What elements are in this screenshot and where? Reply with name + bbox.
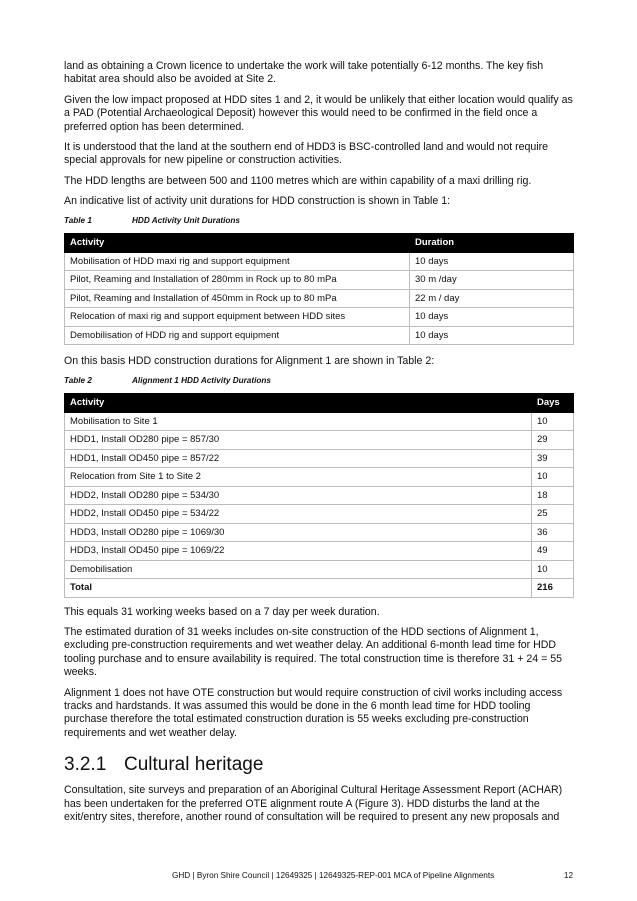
- activity-cell: Relocation from Site 1 to Site 2: [65, 468, 532, 487]
- table2-title: Alignment 1 HDD Activity Durations: [132, 375, 271, 385]
- results-paragraphs: [64, 606, 574, 741]
- table2-header-days: Days: [532, 393, 574, 412]
- value-cell: 10 days: [410, 252, 574, 271]
- table1-header-duration: Duration: [410, 233, 574, 252]
- footer-text: GHD | Byron Shire Council | 12649325 | 12649325-REP-001 MCA of Pipeline Alignments: [172, 871, 495, 880]
- table2-header-row: [65, 393, 574, 412]
- value-cell: 49: [532, 542, 574, 561]
- table-row: [65, 542, 574, 561]
- paragraph: Consultation, site surveys and preparation of an Aboriginal Cultural Heritage Assessment Report (ACHAR) has been undertaken for the preferred OTE alignment route A (Figure 3). HDD disturbs the land at the exit/entry sites, therefore, another round of consultation will be required to present any new proposals and: [64, 784, 563, 824]
- table2-intro-paragraph: On this basis HDD construction durations for Alignment 1 are shown in Table 2:: [64, 355, 435, 368]
- table1-title: HDD Activity Unit Durations: [132, 215, 240, 225]
- page-content: [64, 60, 574, 831]
- table-row: [65, 560, 574, 579]
- table2-number: Table 2: [64, 375, 92, 385]
- table2-caption: [64, 376, 574, 385]
- value-cell: 39: [532, 449, 574, 468]
- paragraph: It is understood that the land at the southern end of HDD3 is BSC-controlled land and would not require special approvals for new pipeline or construction activities.: [64, 141, 549, 167]
- table2-body: [65, 412, 574, 597]
- table1-header-row: [65, 233, 574, 252]
- paragraph: land as obtaining a Crown licence to undertake the work will take potentially 6-12 months. The key fish habitat area should also be avoided at Site 2.: [64, 60, 544, 86]
- value-cell: 10: [532, 560, 574, 579]
- table1-caption: [64, 216, 574, 225]
- table1-header-activity: Activity: [65, 233, 410, 252]
- table-row: [65, 289, 574, 308]
- paragraph: This equals 31 working weeks based on a 7 day per week duration.: [64, 605, 380, 618]
- value-cell: 10 days: [410, 326, 574, 345]
- page-number: 12: [563, 871, 573, 880]
- paragraph: Given the low impact proposed at HDD sites 1 and 2, it would be unlikely that either location would qualify as a PAD (Potential Archaeological Deposit) however this would need to be confirmed in the field once a preferred option has been determined.: [64, 93, 573, 133]
- total-value-cell: 216: [532, 579, 574, 598]
- activity-cell: Demobilisation of HDD rig and support equipment: [65, 326, 410, 345]
- table-row: [65, 252, 574, 271]
- section-heading: [64, 754, 574, 776]
- activity-cell: Pilot, Reaming and Installation of 450mm in Rock up to 80 mPa: [65, 289, 410, 308]
- value-cell: 18: [532, 486, 574, 505]
- value-cell: 10: [532, 468, 574, 487]
- value-cell: 36: [532, 523, 574, 542]
- table-row: [65, 326, 574, 345]
- activity-cell: HDD1, Install OD450 pipe = 857/22: [65, 449, 532, 468]
- paragraph: An indicative list of activity unit durations for HDD construction is shown in Table 1:: [64, 195, 451, 208]
- paragraph: The HDD lengths are between 500 and 1100 metres which are within capability of a maxi drilling rig.: [64, 174, 532, 187]
- table2: [64, 393, 574, 598]
- table-row: [65, 412, 574, 431]
- cultural-heritage-paragraphs: [64, 784, 574, 824]
- table-row: [65, 308, 574, 327]
- table-row: [65, 271, 574, 290]
- table1: [64, 233, 574, 346]
- table1-number: Table 1: [64, 215, 92, 225]
- activity-cell: Mobilisation of HDD maxi rig and support equipment: [65, 252, 410, 271]
- table-row: [65, 449, 574, 468]
- value-cell: 10 days: [410, 308, 574, 327]
- value-cell: 30 m /day: [410, 271, 574, 290]
- table-row: [65, 431, 574, 450]
- activity-cell: HDD3, Install OD450 pipe = 1069/22: [65, 542, 532, 561]
- table-row: [65, 468, 574, 487]
- table2-header-activity: Activity: [65, 393, 532, 412]
- section-number: 3.2.1: [64, 754, 107, 776]
- section-title: Cultural heritage: [124, 754, 264, 776]
- activity-cell: Pilot, Reaming and Installation of 280mm in Rock up to 80 mPa: [65, 271, 410, 290]
- table1-body: [65, 252, 574, 345]
- activity-cell: Demobilisation: [65, 560, 532, 579]
- intro-paragraphs: [64, 60, 574, 209]
- paragraph: The estimated duration of 31 weeks includes on-site construction of the HDD sections of Alignment 1, excluding pre-construction requirements and wet weather delay. An additional 6-month lead time for HDD tooling purchase and to ensure availability is required. The total construction time is therefore 31 + 24 = 55 weeks.: [64, 625, 563, 679]
- activity-cell: HDD2, Install OD280 pipe = 534/30: [65, 486, 532, 505]
- table-row: [65, 523, 574, 542]
- value-cell: 10: [532, 412, 574, 431]
- activity-cell: HDD1, Install OD280 pipe = 857/30: [65, 431, 532, 450]
- paragraph: Alignment 1 does not have OTE construction but would require construction of civil works including access tracks and hardstands. It was assumed this would be done in the 6 month lead time for HDD tooling purchase therefore the total estimated construction duration is 55 weeks excluding pre-construction requirements and wet weather delay.: [64, 686, 563, 739]
- table-total-row: [65, 579, 574, 598]
- value-cell: 22 m / day: [410, 289, 574, 308]
- table-row: [65, 505, 574, 524]
- table-row: [65, 486, 574, 505]
- activity-cell: Mobilisation to Site 1: [65, 412, 532, 431]
- activity-cell: HDD3, Install OD280 pipe = 1069/30: [65, 523, 532, 542]
- total-label-cell: Total: [65, 579, 532, 598]
- value-cell: 25: [532, 505, 574, 524]
- value-cell: 29: [532, 431, 574, 450]
- activity-cell: HDD2, Install OD450 pipe = 534/22: [65, 505, 532, 524]
- activity-cell: Relocation of maxi rig and support equipment between HDD sites: [65, 308, 410, 327]
